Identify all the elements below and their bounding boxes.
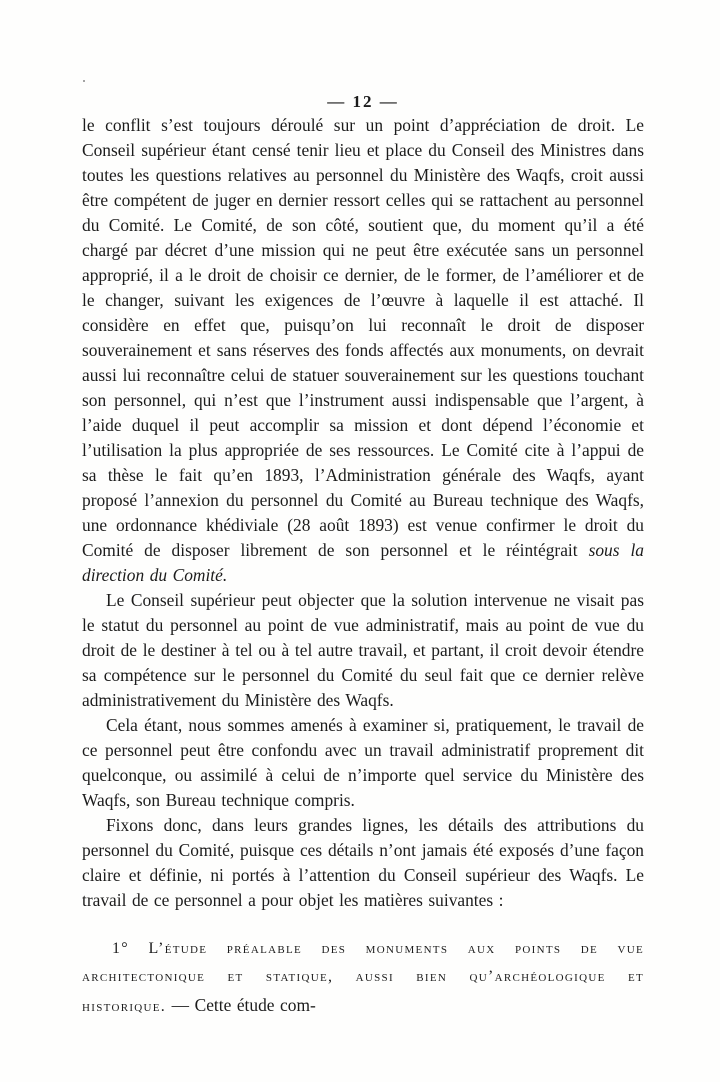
italic-phrase: sous la direction du Comité.	[82, 540, 644, 585]
numbered-item-tail-text: — Cette étude com-	[166, 995, 316, 1015]
paragraph-attributions: Fixons donc, dans leurs grandes lignes, les détails des attributions du personnel du Comité, puisque ces détails n’ont jamais été exposés d’une façon claire et définie, ni portés à l’attention du Conseil supérieur des Waqfs. Le travail de ce personnel a pour objet les matières suivantes :	[82, 815, 644, 910]
numbered-item-smallcaps-text: 1° L’étude préalable des monuments aux points de vue architectonique et statique, aussi bien qu’archéologique et historique.	[82, 940, 644, 1015]
paragraph-continuation-text: le conflit s’est toujours déroulé sur un point d’appréciation de droit. Le Conseil supérieur étant censé tenir lieu et place du Conseil des Ministres dans toutes les questions relatives au personnel du Ministère des Waqfs, croit aussi être compétent de juger en dernier ressort celles qui se rattachent au personnel du Comité. Le Comité, de son côté, soutient que, du moment qu’il a été chargé par décret d’une mission qui ne peut être exécutée sans un personnel approprié, il a le droit de choisir ce dernier, de le former, de l’améliorer et de le changer, suivant les exigences de l’œuvre à laquelle il est attaché. Il considère en effet que, puisqu’on lui reconnaît le droit de disposer souverainement et sans réserves des fonds affectés aux monuments, on devrait aussi lui reconnaître celui de statuer souverainement sur les questions touchant son personnel, qui n’est que l’instrument aussi indispensable que l’argent, à l’aide duquel il peut accomplir sa mission et dont dépend l’économie et l’utilisation la plus appropriée de ses ressources. Le Comité cite à l’appui de sa thèse le fait qu’en 1893, l’Administration générale des Waqfs, ayant proposé l’annexion du personnel du Comité au Bureau technique des Waqfs, une ordonnance khédiviale (28 août 1893) est venue confirmer le droit du Comité de disposer librement de son personnel et le réintégrait	[82, 115, 644, 560]
scan-speck	[83, 80, 85, 82]
numbered-item	[82, 935, 644, 1021]
text-column	[82, 113, 644, 1021]
page-number-heading: — 12 —	[327, 92, 399, 111]
paragraph-continuation	[82, 113, 644, 588]
paragraph-objection: Le Conseil supérieur peut objecter que la solution intervenue ne visait pas le statut du personnel au point de vue administratif, mais au point de vue du droit de le destiner à tel ou à tel autre travail, et partant, il croit devoir étendre sa compétence sur le personnel du Comité du seul fait que ce dernier relève administrativement du Ministère des Waqfs.	[82, 590, 644, 710]
paragraph-examination: Cela étant, nous sommes amenés à examiner si, pratiquement, le travail de ce personnel peut être confondu avec un travail administratif proprement dit quelconque, ou assimilé à celui de n’importe quel service du Ministère des Waqfs, son Bureau technique compris.	[82, 715, 644, 810]
